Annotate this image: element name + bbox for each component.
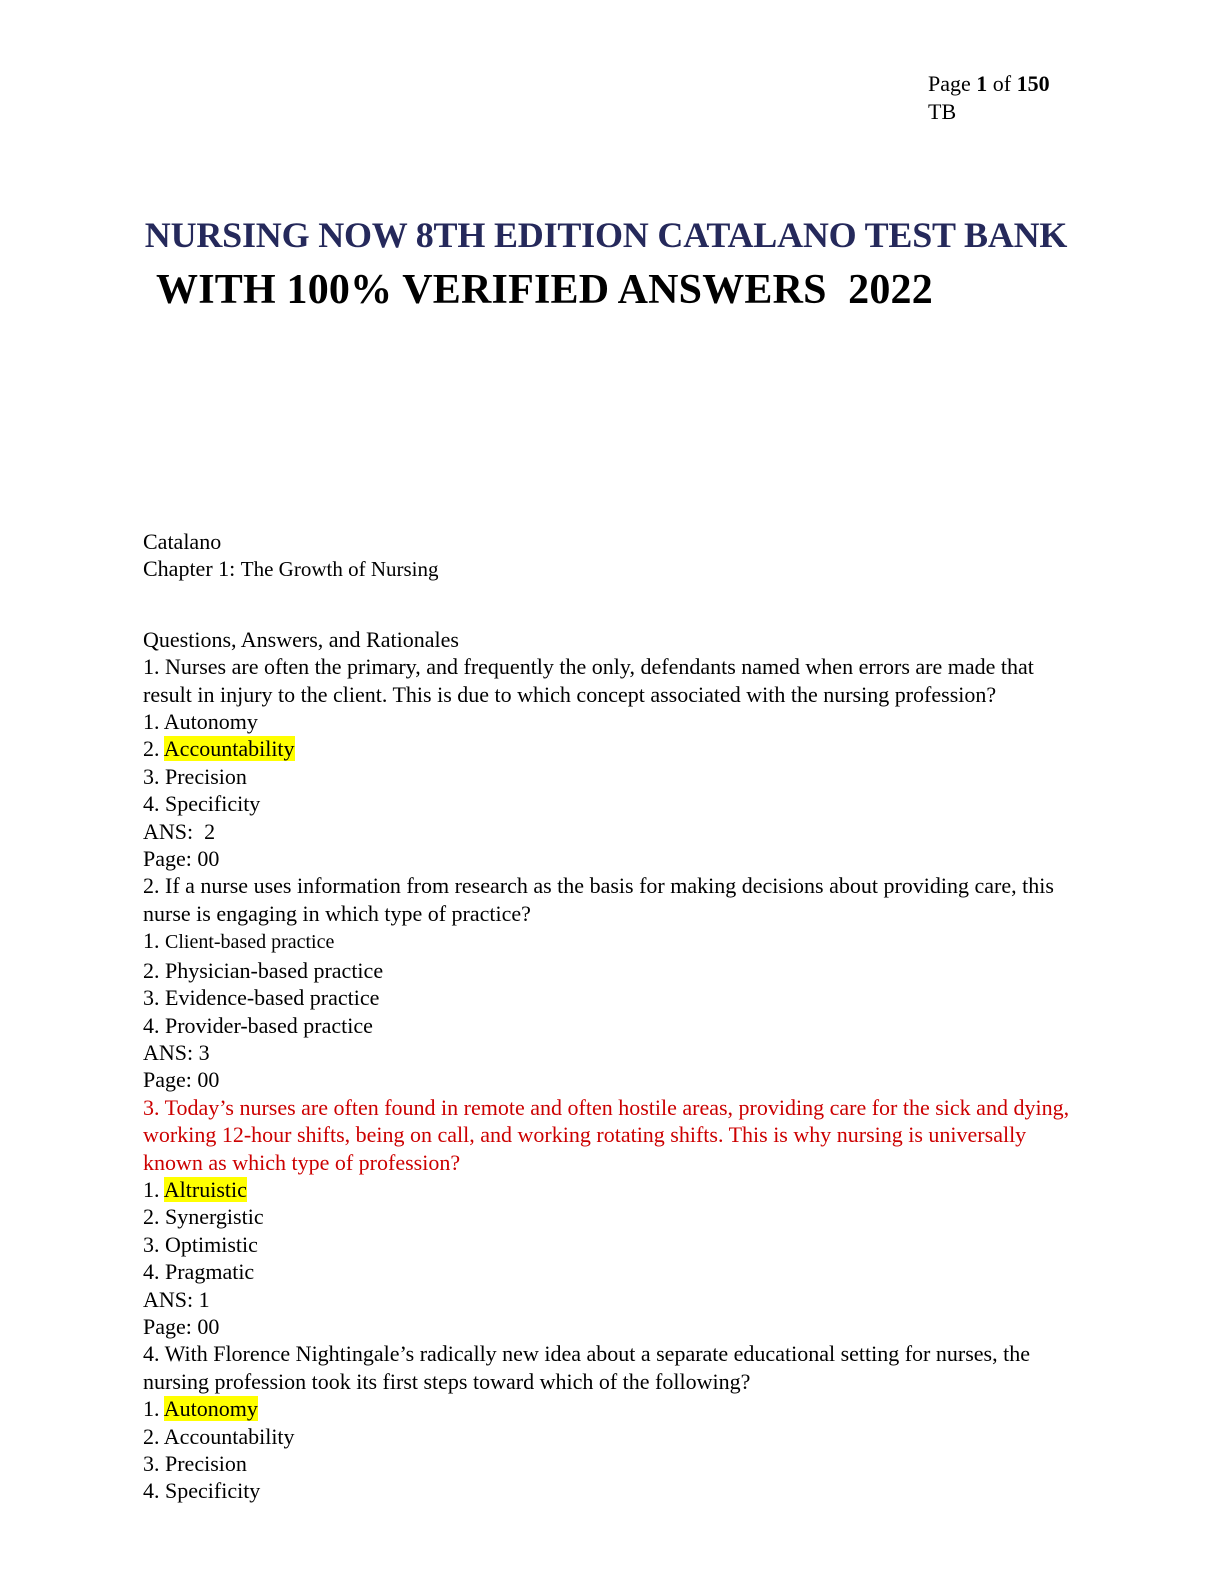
question-stem: 2. If a nurse uses information from research as the basis for making decisions about providing care, this nurse is engaging in which type of practice? [143,873,1054,926]
chapter-title: The Growth of Nursing [240,557,439,582]
option-number: 1. [143,1396,164,1422]
option-text: Synergistic [165,1204,264,1230]
answer-option [143,790,1073,817]
answer-option [143,1203,1073,1230]
chapter-prefix: Chapter 1: [143,556,241,582]
chapter-line [143,555,1073,583]
option-text: Precision [165,763,247,789]
option-text: Client-based practice [165,931,335,954]
option-number: 3. [143,763,165,789]
author-line: Catalano [143,529,222,554]
option-number: 1. [143,1176,164,1202]
option-number: 1. [143,709,164,735]
section-heading: Questions, Answers, and Rationales [143,626,459,652]
spacer [143,584,1073,626]
option-text: Physician-based practice [165,957,384,983]
question-stem: 1. Nurses are often the primary, and frequently the only, defendants named when errors are made that result in injury to the client. This is due to which concept associated with the nursing profession? [143,654,1034,707]
option-number: 2. [143,957,165,983]
question-stem: 4. With Florence Nightingale’s radically new idea about a separate educational setting for nurses, the nursing profession took its first steps toward which of the following? [143,1341,1030,1394]
answer-option-correct [143,735,1073,762]
answer-key: ANS: 3 [143,1039,210,1065]
answer-key: ANS: 1 [143,1286,210,1312]
answer-key: ANS: 2 [143,818,216,844]
option-text: Evidence-based practice [165,985,380,1011]
option-number: 1. [143,928,165,954]
highlighted-option-text: Accountability [163,736,295,762]
of-word: of [992,71,1012,96]
option-text: Provider-based practice [165,1012,373,1038]
page-reference: Page: 00 [143,846,220,872]
option-number: 2. [143,1204,165,1230]
option-number: 4. [143,791,165,817]
answer-option [143,708,1073,735]
answer-option [143,1012,1073,1039]
header-tag: TB [928,99,957,124]
document-title-line2: WITH 100% VERIFIED ANSWERS 2022 [156,267,933,313]
page-reference: Page: 00 [143,1067,220,1093]
answer-option-correct [143,1395,1073,1422]
option-number: 2. [143,1423,164,1449]
option-text: Pragmatic [165,1259,255,1285]
page-word: Page [928,71,971,96]
option-number: 2. [143,736,164,762]
answer-option-correct [143,1176,1073,1203]
option-number: 3. [143,1451,165,1476]
option-number: 4. [143,1012,165,1038]
page-total: 150 [1016,71,1050,96]
page-number-line [928,70,1050,98]
answer-option [143,763,1073,790]
page-header [928,70,1050,126]
option-text: Specificity [165,1478,261,1504]
option-text: Specificity [165,791,261,817]
page-number: 1 [976,71,988,96]
answer-option [143,984,1073,1011]
page-reference: Page: 00 [143,1313,220,1339]
option-number: 3. [143,1231,165,1257]
document-body [143,528,1073,1505]
answer-option [143,1450,1073,1477]
answer-option [143,1477,1073,1504]
highlighted-option-text: Autonomy [163,1396,258,1422]
answer-option [143,1423,1073,1450]
option-number: 4. [143,1478,165,1504]
answer-option [143,927,1073,956]
document-title-line1: NURSING NOW 8TH EDITION CATALANO TEST BANK [144,215,1068,255]
highlighted-option-text: Altruistic [163,1176,247,1202]
option-text: Autonomy [163,709,258,735]
option-number: 4. [143,1259,165,1285]
option-number: 3. [143,985,165,1011]
option-text: Precision [165,1451,247,1476]
option-text: Optimistic [165,1231,258,1257]
answer-option [143,1231,1073,1258]
answer-option [143,957,1073,984]
question-stem-red: 3. Today’s nurses are often found in remote and often hostile areas, providing care for the sick and dying, working 12-hour shifts, being on call, and working rotating shifts. This is why nursing is universally known as which type of profession? [143,1094,1070,1175]
option-text: Accountability [163,1423,295,1449]
answer-option [143,1258,1073,1285]
